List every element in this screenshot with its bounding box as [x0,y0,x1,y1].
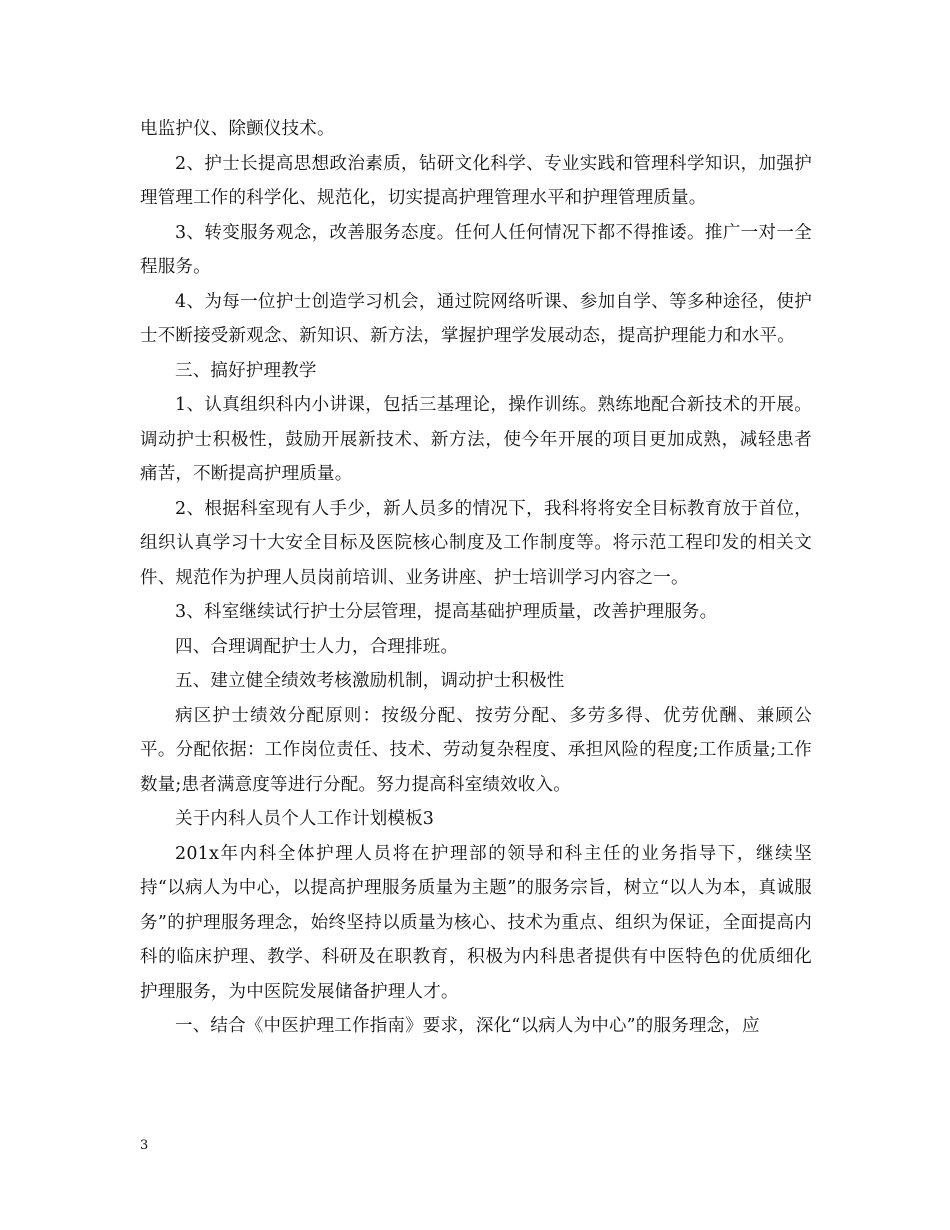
paragraph-5: 1、认真组织科内小讲课，包括三基理论，操作训练。熟练地配合新技术的开展。调动护士积极性，鼓励开展新技术、新方法，使今年开展的项目更加成熟，减轻患者痛苦，不断提高护理质量。 [140,395,812,484]
paragraph-4: 4、为每一位护士创造学习机会，通过院网络听课、参加自学、等多种途径，使护士不断接受新观念、新知识、新方法，掌握护理学发展动态，提高护理能力和水平。 [140,291,812,346]
section-heading-3: 三、搞好护理教学 [175,360,317,381]
paragraph-10: 一、结合《中医护理工作指南》要求，深化“以病人为中心”的服务理念，应 [175,1016,760,1036]
page-number: 3 [140,1138,149,1153]
section-heading-4: 四、合理调配护士人力，合理排班。 [175,636,459,657]
paragraph-2: 2、护士长提高思想政治素质，钻研文化科学、专业实践和管理科学知识，加强护理管理工作的科学化、规范化，切实提高护理管理水平和护理管理质量。 [140,153,812,208]
document-title: 关于内科人员个人工作计划模板3 [175,809,435,829]
paragraph-6: 2、根据科室现有人手少，新人员多的情况下，我科将将安全目标教育放于首位，组织认真学习十大安全目标及医院核心制度及工作制度等。将示范工程印发的相关文件、规范作为护理人员岗前培训、业务讲座、护士培训学习内容之一。 [140,498,812,588]
section-heading-5: 五、建立健全绩效考核激励机制，调动护士积极性 [175,671,565,691]
paragraph-8: 病区护士绩效分配原则：按级分配、按劳分配、多劳多得、优劳优酬、兼顾公平。分配依据：工作岗位责任、技术、劳动复杂程度、承担风险的程度;工作质量;工作数量;患者满意度等进行分配。努力提高科室绩效收入。 [140,705,812,795]
document-body [140,112,812,1044]
paragraph-3: 3、转变服务观念，改善服务态度。任何人任何情况下都不得推诿。推广一对一全程服务。 [140,222,812,277]
paragraph-9: 201x年内科全体护理人员将在护理部的领导和科主任的业务指导下，继续坚持“以病人为中心，以提高护理服务质量为主题”的服务宗旨，树立“以人为本，真诚服务”的护理服务理念，始终坚持以质量为核心、技术为重点、组织为保证，全面提高内科的临床护理、教学、科研及在职教育，积极为内科患者提供有中医特色的优质细化护理服务，为中医院发展储备护理人才。 [140,843,812,1002]
paragraph-1: 电监护仪、除颤仪技术。 [140,119,335,139]
paragraph-7: 3、科室继续试行护士分层管理，提高基础护理质量，改善护理服务。 [175,602,718,622]
